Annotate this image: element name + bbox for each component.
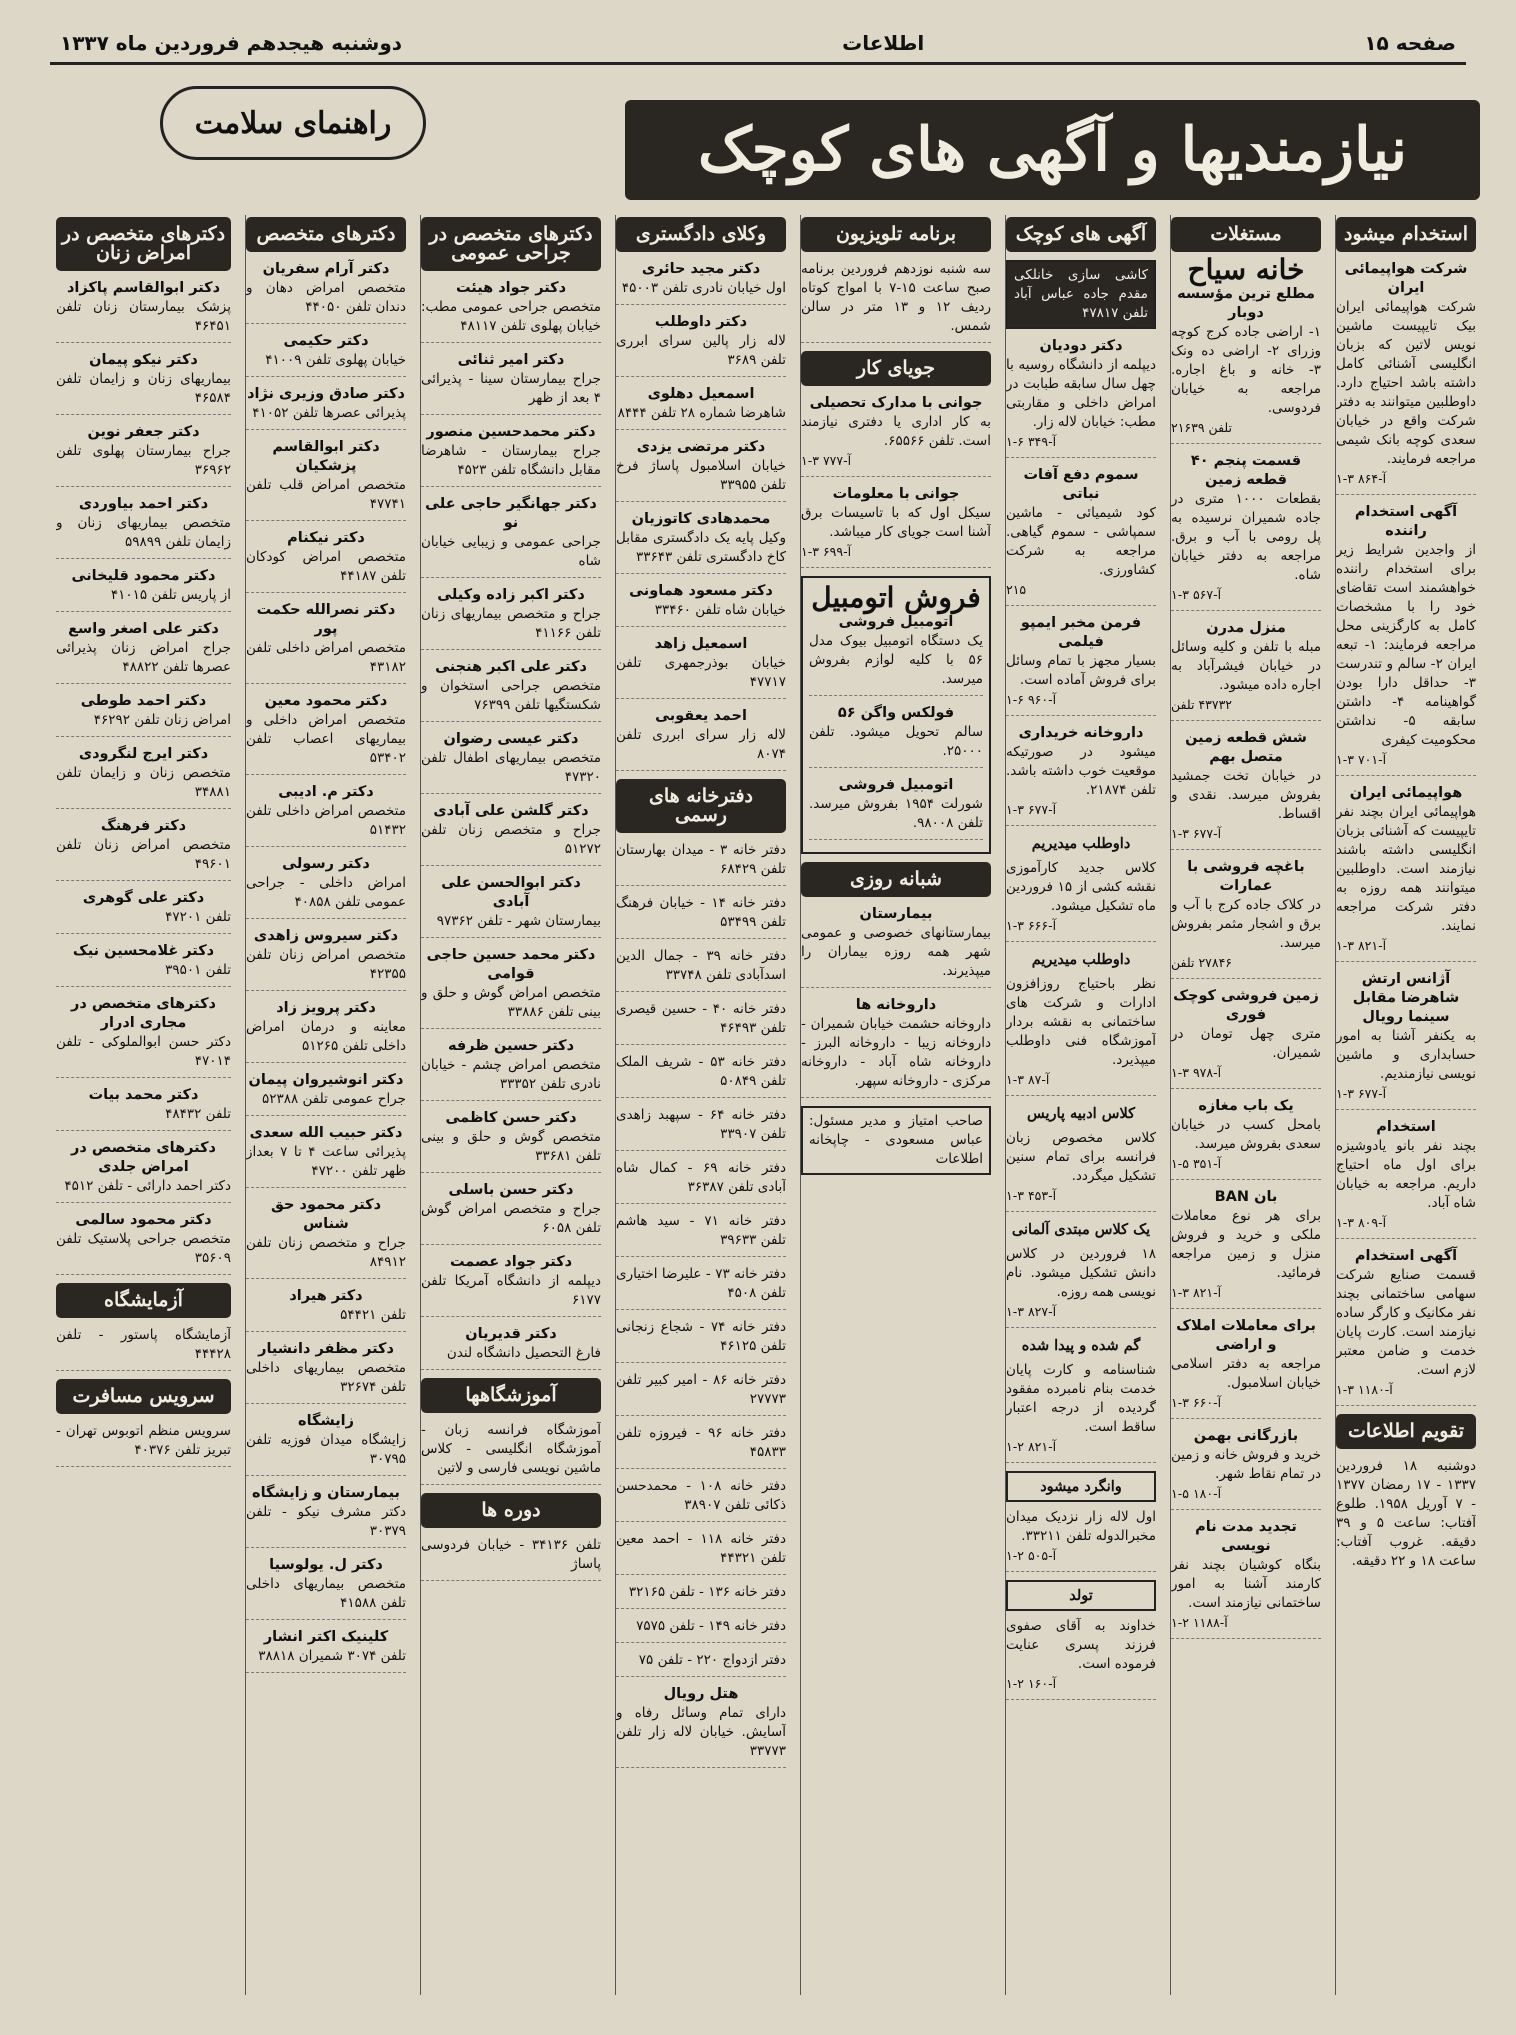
ad-item: دکتر جواد عصمت دیپلمه از دانشگاه آمریکا تلفن ۶۱۷۷ [421, 1253, 601, 1317]
ad-item: قسمت پنجم ۴۰ قطعه زمین بقطعات ۱۰۰۰ متری در جاده شمیران نرسیده به پل رومی با آب و برق. مراجعه به دفتر خیابان شاه. آ-۵۶۷ ۳-۱ [1171, 452, 1321, 611]
ad-item: آگهی استخدام قسمت صنایع شرکت سهامی ساختمانی بچند نفر مکانیک و کارگر ساده نیازمند است. کارت پایان خدمت و ضامن معتبر لازم است. آ-۱۱۸۰ ۳-۱ [1336, 1247, 1476, 1406]
notary-list [616, 841, 786, 1677]
ad-item: دکتر حسین ظرفه متخصص امراض چشم - خیابان نادری تلفن ۳۳۳۵۲ [421, 1037, 601, 1101]
ad-item: دکتر علی گوهری تلفن ۴۷۲۰۱ [56, 889, 231, 934]
ad-item: داوطلب میدیریم کلاس جدید کارآموزی نقشه کشی از ۱۵ فروردین ماه تشکیل میشود. آ-۶۶۶ ۳-۱ [1006, 834, 1156, 942]
ad-item: فرمن مخبر ایمپو فیلمی بسیار مجهز با تمام وسائل برای فروش آماده است. آ-۹۶۰ ۶-۱ [1006, 614, 1156, 716]
ad-item: جوانی با معلومات سیکل اول که با تاسیسات برق آشنا است جویای کار میباشد. آ-۶۹۹ ۳-۱ [801, 485, 991, 568]
ad-item: باغچه فروشی با عمارات در کلاک جاده کرج با آب و برق و اشجار مثمر بفروش میرسد. ۲۷۸۴۶ تلفن [1171, 858, 1321, 979]
ad-item: دکتر ابوالحسن علی آبادی بیمارستان شهر - تلفن ۹۷۳۶۲ [421, 874, 601, 938]
ad-item: دکتر حبیب الله سعدی پذیرائی ساعت ۴ تا ۷ بعداز ظهر تلفن ۴۷۲۰۰ [246, 1124, 406, 1188]
calendar-heading: تقویم اطلاعات [1336, 1414, 1476, 1449]
list-item: دفتر خانه ۴۰ - حسین قیصری تلفن ۴۶۴۹۳ [616, 1000, 786, 1045]
ad-item: دکتر محمد بیات تلفن ۴۸۴۳۲ [56, 1086, 231, 1131]
ad-item: محمدهادی کاتوزیان وکیل پایه یک دادگستری مقابل کاخ دادگستری تلفن ۳۳۶۴۳ [616, 510, 786, 574]
ad-item: دکتر مجید حائری اول خیابان نادری تلفن ۴۵۰۰۳ [616, 260, 786, 305]
ad-item: هتل رویال دارای تمام وسائل رفاه و آسایش. خیابان لاله زار تلفن ۳۳۷۷۳ [616, 1685, 786, 1768]
ad-item: شش قطعه زمین متصل بهم در خیابان تخت جمشید بفروش میرسد. نقدی و اقساط. آ-۶۷۷ ۳-۱ [1171, 729, 1321, 850]
ad-item: دکتر اکبر زاده وکیلی جراح و متخصص بیماریهای زنان تلفن ۴۱۱۶۶ [421, 586, 601, 650]
ad-item: دکتر احمد بیاوردی متخصص بیماریهای زنان و زایمان تلفن ۵۹۸۹۹ [56, 495, 231, 559]
ad-item: یک کلاس مبتدی آلمانی ۱۸ فروردین در کلاس دانش تشکیل میشود. نام نویسی همه روزه. آ-۸۲۷ ۳-۱ [1006, 1220, 1156, 1328]
ad-item: دکتر محمود قلیخانی از پاریس تلفن ۴۱۰۱۵ [56, 567, 231, 612]
ad-item: دکتر پرویز زاد معاینه و درمان امراض داخلی تلفن ۵۱۲۶۵ [246, 999, 406, 1063]
ad-item: داروخانه ها داروخانه حشمت خیابان شمیران - داروخانه زیبا - داروخانه البرز - داروخانه شاه آباد - داروخانه مرکزی - داروخانه سپهر. [801, 996, 991, 1098]
ad-item: دکتر محمود حق شناس جراح و متخصص زنان تلفن ۸۴۹۱۲ [246, 1196, 406, 1279]
list-item: دفتر خانه ۱۱۸ - احمد معین تلفن ۴۴۳۲۱ [616, 1530, 786, 1575]
list-item: دفتر خانه ۷۱ - سید هاشم تلفن ۳۹۶۳۳ [616, 1212, 786, 1257]
list-item: دفتر خانه ۱۴ - خیابان فرهنگ تلفن ۵۳۴۹۹ [616, 894, 786, 939]
ad-item: دکتر علی اکبر هنجنی متخصص جراحی استخوان و شکستگیها تلفن ۷۶۳۹۹ [421, 658, 601, 722]
ad-item: دکتر غلامحسین نیک تلفن ۳۹۵۰۱ [56, 942, 231, 987]
column-heading: سرویس مسافرت [56, 1379, 231, 1414]
ad-item: زایشگاه زایشگاه میدان فوزیه تلفن ۳۰۷۹۵ [246, 1412, 406, 1476]
ad-item: گم شده و پیدا شده شناسنامه و کارت پایان خدمت بنام نامبرده مفقود گردیده از درجه اعتبار ساقط است. آ-۸۲۱ ۲-۱ [1006, 1336, 1156, 1463]
ad-item: دکتر نیکنام متخصص امراض کودکان تلفن ۴۴۱۸۷ [246, 529, 406, 593]
column-real-estate [1170, 215, 1321, 1995]
ad-item: تولد خداوند به آقای صفوی فرزند پسری عنایت فرموده است. آ-۱۶۰ ۲-۱ [1006, 1580, 1156, 1700]
ad-item: دکتر مظفر دانشیار متخصص بیماریهای داخلی تلفن ۳۲۶۷۴ [246, 1340, 406, 1404]
ad-item: دکتر فرهنگ متخصص امراض زنان تلفن ۴۹۶۰۱ [56, 817, 231, 881]
header-rule [50, 62, 1466, 65]
boxed-ad: کاشی سازی خانلکی مقدم جاده عباس آباد تلفن ۴۷۸۱۷ [1006, 260, 1156, 329]
ad-item: آگهی استخدام راننده از واجدین شرایط زیر برای استخدام راننده خواهشمند است تقاضای خود را با مشخصات کامل به کارگزینی محل مراجعه فرمایند: ۱- تبعه ایران ۲- سالم و تندرست ۳- حداقل دارا بودن گواهینامه ۴- داشتن سابقه ۵- نداشتن محکومیت کیفری آ-۷۰۱ ۳-۱ [1336, 503, 1476, 776]
lab-text: آزمایشگاه پاستور - تلفن ۴۴۴۲۸ [56, 1326, 231, 1371]
column-heading: شبانه روزی [801, 862, 991, 897]
ad-item: دکتر محمود سالمی متخصص جراحی پلاستیک تلفن ۳۵۶۰۹ [56, 1211, 231, 1275]
column-lawyers [615, 215, 786, 1995]
ad-item: دکتر ابوالقاسم پاکزاد پزشک بیمارستان زنان تلفن ۴۶۴۵۱ [56, 279, 231, 343]
ad-item: دکتر انوشیروان پیمان جراح عمومی تلفن ۵۲۳۸۸ [246, 1071, 406, 1116]
column-heading: دکترهای متخصص در امراض زنان [56, 217, 231, 271]
ad-item: دکتر ل. یولوسیا متخصص بیماریهای داخلی تلفن ۴۱۵۸۸ [246, 1556, 406, 1620]
ad-item: اتومبیل فروشی شورلت ۱۹۵۴ بفروش میرسد. تلفن ۹۸۰۰۸. [809, 776, 983, 840]
tv-program: سه شنبه نوزدهم فروردین برنامه صبح ساعت ۱۵-۷ با امواج کوتاه ردیف ۱۲ و ۱۳ متر در سالن شمس. [801, 260, 991, 343]
ad-item: دکتر حسن کاظمی متخصص گوش و حلق و بینی تلفن ۳۳۶۸۱ [421, 1109, 601, 1173]
list-item: دفتر خانه ۱۰۸ - محمدحسن ذکائی تلفن ۳۸۹۰۷ [616, 1477, 786, 1522]
ad-item: دکتر امیر ثنائی جراح بیمارستان سینا - پذیرائی ۴ بعد از ظهر [421, 351, 601, 415]
ad-item: شرکت هواپیمائی ایران شرکت هواپیمائی ایران بیک تایپیست ماشین نویس لاتین که بزبان انگلیسی آشنائی کامل داشته باشد احتیاج دارد. داوطلبین میتوانند به دفتر شرکت واقع در خیابان سعدی کوچه بانک شیمی مراجعه فرمایند. آ-۸۶۴ ۳-۱ [1336, 260, 1476, 495]
ad-item: دکترهای متخصص در امراض جلدی دکتر احمد دارائی - تلفن ۴۵۱۲ [56, 1139, 231, 1203]
ad-item: دکتر دودیان دیپلمه از دانشگاه روسیه با چهل سال سابقه طبابت در امراض داخلی و مقاربتی مطب: خیابان لاله زار. آ-۳۴۹ ۶-۱ [1006, 337, 1156, 458]
box-title: فروش اتومبیل [811, 581, 981, 614]
ad-item: فولکس واگن ۵۶ سالم تحویل میشود. تلفن ۲۵۰۰۰. [809, 704, 983, 768]
school-list: آموزشگاه فرانسه زبان - آموزشگاه انگلیسی - کلاس ماشین نویسی فارسی و لاتین [421, 1421, 601, 1485]
ad-item: استخدام بچند نفر بانو یادوشیزه برای اول ماه احتیاج داریم. مراجعه به خیابان شاه آباد. آ-۸۰۹ ۳-۱ [1336, 1118, 1476, 1239]
travel-text: سرویس منظم اتوبوس تهران - تبریز تلفن ۴۰۳۷۶ [56, 1422, 231, 1467]
list-item: دفتر خانه ۱۴۹ - تلفن ۷۵۷۵ [616, 1617, 786, 1643]
column-heading: آگهی های کوچک [1006, 217, 1156, 252]
paper-name: اطلاعات [842, 31, 925, 55]
column-heading: آزمایشگاه [56, 1283, 231, 1318]
column-heading: وکلای دادگستری [616, 217, 786, 252]
issue-date: دوشنبه هیجدهم فروردین ماه ۱۳۳۷ [60, 31, 403, 55]
ad-item: زمین فروشی کوچک فوری متری چهل تومان در شمیران. آ-۹۷۸ ۳-۱ [1171, 987, 1321, 1089]
column-gynecology [56, 215, 231, 1995]
ad-item: دکتر علی اصغر واسع جراح امراض زنان پذیرائی عصرها تلفن ۴۸۸۲۲ [56, 620, 231, 684]
column-heading: مستغلات [1171, 217, 1321, 252]
ad-item: برای معاملات املاک و اراضی مراجعه به دفتر اسلامی خیابان اسلامبول. آ-۶۶۰ ۳-۱ [1171, 1317, 1321, 1419]
ad-item: داوطلب میدیریم نظر باحتیاج روزافزون ادارات و شرکت های ساختمانی به نقشه بردار آموزشگاه فنی داوطلب میپذیرد. آ-۸۷ ۳-۱ [1006, 950, 1156, 1096]
courses-text: تلفن ۳۴۱۳۶ - خیابان فردوسی پاساژ [421, 1536, 601, 1581]
column-heading: برنامه تلویزیون [801, 217, 991, 252]
ad-item: دکتر داوطلب لاله زار پالین سرای ابرری تلفن ۳۶۸۹ [616, 313, 786, 377]
ad-item: دکتر جهانگیر حاجی علی نو جراحی عمومی و زیبایی خیابان شاه [421, 495, 601, 578]
column-heading: جویای کار [801, 351, 991, 386]
ad-item: دکتر ایرج لنگرودی متخصص زنان و زایمان تلفن ۳۴۸۸۱ [56, 745, 231, 809]
column-heading: آموزشگاهها [421, 1378, 601, 1413]
ad-item: بان BAN برای هر نوع معاملات ملکی و خرید و فروش منزل و زمین مراجعه فرمائید. آ-۸۲۱ ۳-۱ [1171, 1188, 1321, 1309]
ad-item: دکتر جعفر نوین جراح بیمارستان پهلوی تلفن ۳۶۹۶۲ [56, 423, 231, 487]
column-heading: استخدام میشود [1336, 217, 1476, 252]
list-item: دفتر خانه ۹۶ - فیروزه تلفن ۴۵۸۳۳ [616, 1424, 786, 1469]
ad-item: دکتر نصرالله حکمت پور متخصص امراض داخلی تلفن ۴۳۱۸۲ [246, 601, 406, 684]
ad-item: دکتر آرام سفریان متخصص امراض دهان و دندان تلفن ۴۴۰۵۰ [246, 260, 406, 324]
ad-item: بیمارستان بیمارستانهای خصوصی و عمومی شهر همه روزه بیماران را میپذیرند. [801, 905, 991, 988]
ad-item: اتومبیل فروشی یک دستگاه اتومبیل بیوک مدل ۵۶ با کلیه لوازم بفروش میرسد. [809, 613, 983, 696]
column-surgeons [420, 215, 601, 1995]
page-number: صفحه ۱۵ [1364, 31, 1456, 55]
list-item: دفتر خانه ۸۶ - امیر کبیر تلفن ۲۷۷۷۳ [616, 1371, 786, 1416]
car-sale-box [801, 576, 991, 854]
ad-item: دکتر سیروس زاهدی متخصص امراض زنان تلفن ۴۲۳۵۵ [246, 927, 406, 991]
ad-item: کلینیک اکتر انشار تلفن ۳۰۷۴ شمیران ۳۸۸۱۸ [246, 1628, 406, 1673]
section-banner: نیازمندیها و آگهی های کوچک [625, 100, 1480, 200]
column-heading: دکترهای متخصص در جراحی عمومی [421, 217, 601, 271]
ad-item: کلاس ادبیه پاریس کلاس مخصوص زبان فرانسه برای تمام سنین تشکیل میگردد. آ-۴۵۳ ۳-۱ [1006, 1104, 1156, 1212]
column-small-ads [1005, 215, 1156, 1995]
column-specialists [245, 215, 406, 1995]
ad-item: دکتر محمدحسین منصور جراح بیمارستان - شاهرضا مقابل دانشگاه تلفن ۴۵۲۳ [421, 423, 601, 487]
ad-item: احمد یعقوبی لاله زار سرای ابرری تلفن ۸۰۷۴ [616, 707, 786, 771]
feature-title: خانه سیاح [1187, 253, 1305, 286]
ad-item: دکتر مرتضی یزدی خیابان اسلامبول پاساژ فرخ تلفن ۳۳۹۵۵ [616, 438, 786, 502]
ad-item: هواپیمائی ایران هواپیمائی ایران بچند نفر تایپیست که آشنائی بزبان انگلیسی داشته باشند نیازمند است. داوطلبین میتوانند همه روزه به دفتر شرکت مراجعه نمایند. آ-۸۲۱ ۳-۱ [1336, 784, 1476, 962]
ad-item: دکتر حسن باسلی جراح و متخصص امراض گوش تلفن ۶۰۵۸ [421, 1181, 601, 1245]
ad-item: داروخانه خریداری میشود در صورتیکه موقعیت خوب داشته باشد. تلفن ۲۱۸۷۴. آ-۶۷۷ ۳-۱ [1006, 724, 1156, 826]
ad-item: دکتر گلشن علی آبادی جراح و متخصص زنان تلفن ۵۱۲۷۲ [421, 802, 601, 866]
ad-item: آژانس ارتش شاهرضا مقابل سینما رویال به یکنفر آشنا به امور حسابداری و ماشین نویسی نیازمندیم. آ-۶۷۷ ۳-۱ [1336, 970, 1476, 1110]
ad-item: دکتر حکیمی خیابان پهلوی تلفن ۴۱۰۰۹ [246, 332, 406, 377]
ad-item: دکتر قدیریان فارغ التحصیل دانشگاه لندن [421, 1325, 601, 1370]
ad-item: دکتر محمود معین متخصص امراض داخلی و بیماریهای اعصاب تلفن ۵۳۴۰۲ [246, 692, 406, 775]
list-item: دفتر خانه ۳ - میدان بهارستان تلفن ۶۸۴۲۹ [616, 841, 786, 886]
ad-item: دکتر جواد هیئت متخصص جراحی عمومی مطب: خیابان پهلوی تلفن ۴۸۱۱۷ [421, 279, 601, 343]
ad-item: دکتر نیکو پیمان بیماریهای زنان و زایمان تلفن ۴۶۵۸۴ [56, 351, 231, 415]
ad-item: دکتر عیسی رضوان متخصص بیماریهای اطفال تلفن ۴۷۳۲۰ [421, 730, 601, 794]
column-tv-jobs [800, 215, 991, 1995]
column-heading: دفترخانه های رسمی [616, 779, 786, 833]
list-item: دفتر خانه ۳۹ - جمال الدین اسدآبادی تلفن ۳۳۷۴۸ [616, 947, 786, 992]
column-employment [1335, 215, 1476, 1995]
ad-item: دکتر محمد حسین حاجی قوامی متخصص امراض گوش و حلق و بینی تلفن ۳۳۸۸۶ [421, 946, 601, 1029]
ad-item: یک باب مغازه بامحل کسب در خیابان سعدی بفروش میرسد. آ-۳۵۱ ۵-۱ [1171, 1097, 1321, 1180]
ad-item: دکتر ابوالقاسم پزشکیان متخصص امراض قلب تلفن ۴۷۷۴۱ [246, 438, 406, 521]
health-guide-title: راهنمای سلامت [160, 86, 426, 160]
list-item: دفتر خانه ۷۳ - علیرضا اختیاری تلفن ۴۵۰۸ [616, 1265, 786, 1310]
ad-item: دکتر احمد طوطی امراض زنان تلفن ۴۶۲۹۲ [56, 692, 231, 737]
list-item: دفتر خانه ۵۳ - شریف الملک تلفن ۵۰۸۴۹ [616, 1053, 786, 1098]
ad-item: دکترهای متخصص در مجاری ادرار دکتر حسن ابوالملوکی - تلفن ۴۷۰۱۴ [56, 995, 231, 1078]
ad-item: تجدید مدت نام نویسی بنگاه کوشیان بچند نفر کارمند آشنا به امور ساختمانی نیازمند است. آ-۱۱۸۸ ۲-۱ [1171, 1518, 1321, 1639]
list-item: دفتر خانه ۱۳۶ - تلفن ۳۲۱۶۵ [616, 1583, 786, 1609]
column-heading: دوره ها [421, 1493, 601, 1528]
ad-item: منزل مدرن مبله با تلفن و کلیه وسائل در خیابان فیشرآباد به اجاره داده میشود. ۴۳۷۳۲ تلفن [1171, 619, 1321, 721]
ad-item: دکتر مسعود هماونی خیابان شاه تلفن ۳۳۴۶۰ [616, 582, 786, 627]
ad-item: دکتر م. ادیبی متخصص امراض داخلی تلفن ۵۱۴۳۲ [246, 783, 406, 847]
publisher-box: صاحب امتیاز و مدیر مسئول: عباس مسعودی - چاپخانه اطلاعات [801, 1106, 991, 1175]
ad-item: اسمعیل دهلوی شاهرضا شماره ۲۸ تلفن ۸۴۴۴ [616, 385, 786, 430]
ad-item: اسمعیل زاهد خیابان بوذرجمهری تلفن ۴۷۷۱۷ [616, 635, 786, 699]
ad-item: دکتر رسولی امراض داخلی - جراحی عمومی تلفن ۴۰۸۵۸ [246, 855, 406, 919]
ad-item: بیمارستان و زایشگاه دکتر مشرف نیکو - تلفن ۳۰۳۷۹ [246, 1484, 406, 1548]
ad-item: بازرگانی بهمن خرید و فروش خانه و زمین در تمام نقاط شهر. آ-۱۸۰ ۵-۱ [1171, 1427, 1321, 1510]
ad-item: سموم دفع آفات نباتی کود شیمیائی - ماشین سمپاشی - سموم گیاهی. مراجعه به شرکت کشاورزی. ۲۱۵ [1006, 466, 1156, 606]
ad-item: وانگرد میشود اول لاله زار نزدیک میدان مخبرالدوله تلفن ۳۳۲۱۱. آ-۵۰۵ ۲-۱ [1006, 1471, 1156, 1572]
ad-item: جوانی با مدارک تحصیلی به کار اداری یا دفتری نیازمند است. تلفن ۶۵۵۶۶. آ-۷۷۷ ۳-۱ [801, 394, 991, 477]
page-header [60, 28, 1456, 58]
ad-item: دکتر هیراد تلفن ۵۴۴۲۱ [246, 1287, 406, 1332]
list-item: دفتر خانه ۶۴ - سپهبد زاهدی تلفن ۳۳۹۰۷ [616, 1106, 786, 1151]
list-item: دفتر ازدواج ۲۲۰ - تلفن ۷۵ [616, 1651, 786, 1677]
ad-item: مطلع ترین مؤسسه دوبار ۱- اراضی جاده کرج کوچه وزرای ۲- اراضی ده ونک ۳- خانه و باغ اجاره. مراجعه به خیابان فردوسی. تلفن ۲۱۶۳۹ [1171, 285, 1321, 444]
list-item: دفتر خانه ۶۹ - کمال شاه آبادی تلفن ۳۶۳۸۷ [616, 1159, 786, 1204]
calendar-text: دوشنبه ۱۸ فروردین ۱۳۳۷ - ۱۷ رمضان ۱۳۷۷ - ۷ آوریل ۱۹۵۸. طلوع آفتاب: ساعت ۵ و ۳۹ دقیقه. غروب آفتاب: ساعت ۱۸ و ۲۲ دقیقه. [1336, 1458, 1476, 1569]
column-heading: دکترهای متخصص [246, 217, 406, 252]
list-item: دفتر خانه ۷۴ - شجاع زنجانی تلفن ۴۶۱۲۵ [616, 1318, 786, 1363]
ad-item: دکتر صادق وزیری نژاد پذیرائی عصرها تلفن ۴۱۰۵۲ [246, 385, 406, 430]
